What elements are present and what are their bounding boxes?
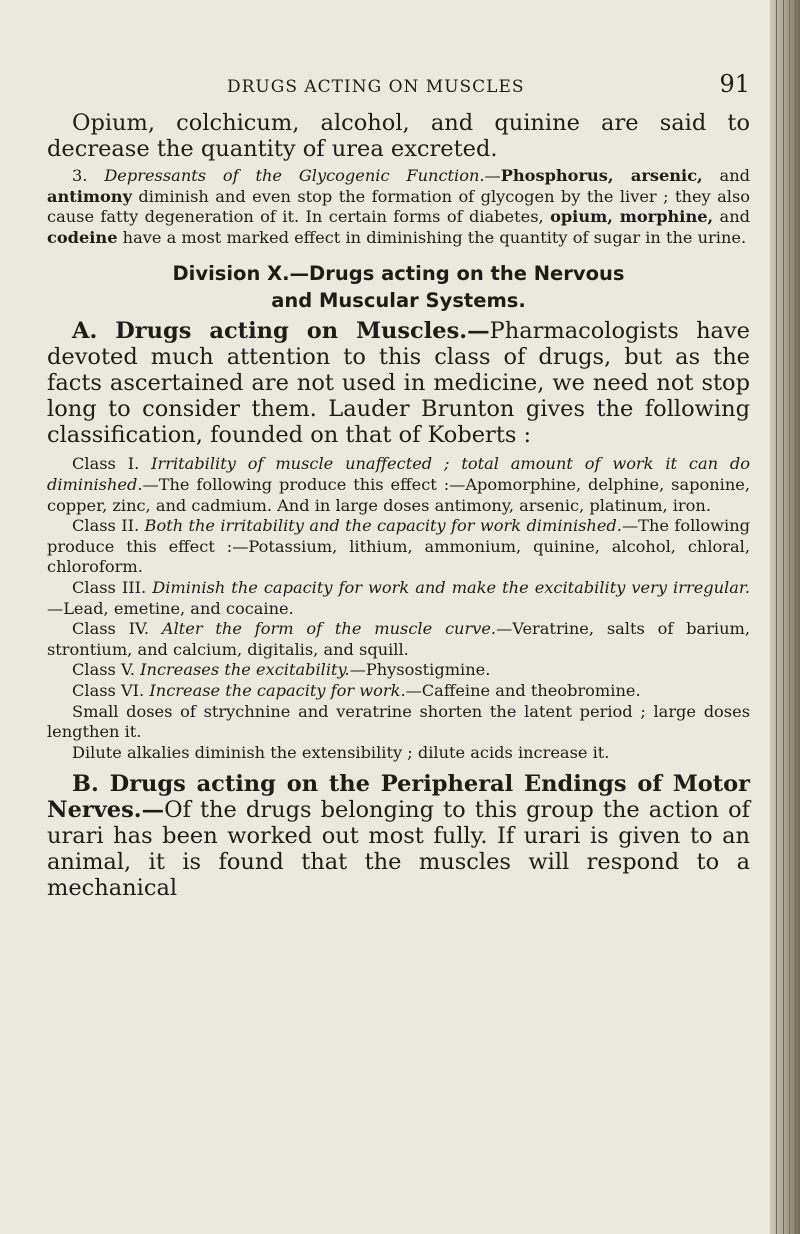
opening-paragraph: Opium, colchicum, alcohol, and quinine are said to decrease the quantity of urea excreted. [47,110,750,162]
class-title: Both the irritability and the capacity for work diminished.— [144,516,639,536]
drug-term: antimony [47,186,132,206]
class-item [47,660,750,681]
section-a-heading: A. Drugs acting on Muscles.— [72,318,490,345]
class-label: Class VI. [72,680,145,700]
division-heading [47,260,750,314]
class-item [47,454,750,516]
class-title: Irritability of muscle unaffected ; total amount of work it can do diminished.— [47,454,751,494]
paragraph-text: have a most marked effect in diminishing the quantity of sugar in the urine. [117,227,747,247]
page-number: 91 [719,70,750,98]
section-a-paragraph [47,318,750,448]
class-title: Increases the excitability.— [140,660,366,680]
depressants-paragraph [47,166,750,248]
drug-term: opium, morphine, [550,207,714,227]
note-paragraph: Small doses of strychnine and veratrine shorten the latent period ; large doses lengthen it. [47,701,750,742]
running-title: DRUGS ACTING ON MUSCLES [227,77,525,97]
class-title: Alter the form of the muscle curve.— [161,619,513,639]
class-text: Physostigmine. [365,660,491,680]
class-item [47,516,750,578]
class-label: Class II. [72,516,140,536]
class-label: Class III. [72,577,147,597]
division-heading-line-2: and Muscular Systems. [271,289,526,313]
class-title: Diminish the capacity for work and make the excitability very irregular.— [47,577,750,618]
class-text: The following produce this effect :—Apomorphine, delphine, saponine, copper, zinc, and cadmium. And in large doses antimony, arsenic, platinum, iron. [47,474,750,515]
class-label: Class I. [72,454,140,474]
class-item [47,681,750,702]
class-label: Class V. [72,660,135,680]
division-heading-line-1: Division X.—Drugs acting on the Nervous [172,262,625,286]
section-b-heading: B. Drugs acting on the Peripheral Endings of Motor Nerves.— [47,771,750,824]
page-edge-shadow [770,0,800,1234]
paragraph-text: diminish and even stop the formation of glycogen by the liver ; they also cause fatty degeneration of it. In certain forms of diabetes, [47,186,750,227]
class-text: Veratrine, salts of barium, strontium, and calcium, digitalis, and squill. [47,619,750,659]
drug-term: codeine [47,227,118,247]
page-content [47,70,750,901]
page-edge-line [789,0,790,1234]
depressants-title: Depressants of the Glycogenic Function.— [104,166,501,185]
section-number: 3. [72,166,88,185]
section-a-text: Pharmacologists have devoted much attention to this class of drugs, but as the facts ascertained are not used in medicine, we need not stop long to consider them. Lauder Brunton gives the following classification, founded on that of Koberts : [47,318,750,449]
paragraph-text: and [713,207,750,227]
class-label: Class IV. [72,619,150,639]
page-edge-line [795,0,796,1234]
class-text: Caffeine and theobromine. [421,680,641,700]
class-item [47,578,750,619]
class-item [47,619,750,660]
note-paragraph: Dilute alkalies diminish the extensibility ; dilute acids increase it. [72,742,610,762]
page-edge-line [776,0,777,1234]
drug-term: Phosphorus, arsenic, [500,166,703,185]
section-b-text: Of the drugs belonging to this group the action of urari has been worked out most fully. If urari is given to an animal, it is found that the muscles will respond to a mechanical [47,797,750,902]
page-edge-line [783,0,784,1234]
page-header [227,70,750,98]
class-title: Increase the capacity for work.— [149,680,422,700]
paragraph-text: and [702,166,750,185]
class-text: Lead, emetine, and cocaine. [63,598,294,618]
class-text: The following produce this effect :—Potassium, lithium, ammonium, quinine, alcohol, chloral, chloroform. [47,516,750,577]
section-b-paragraph [47,771,750,901]
class-list [47,454,750,763]
